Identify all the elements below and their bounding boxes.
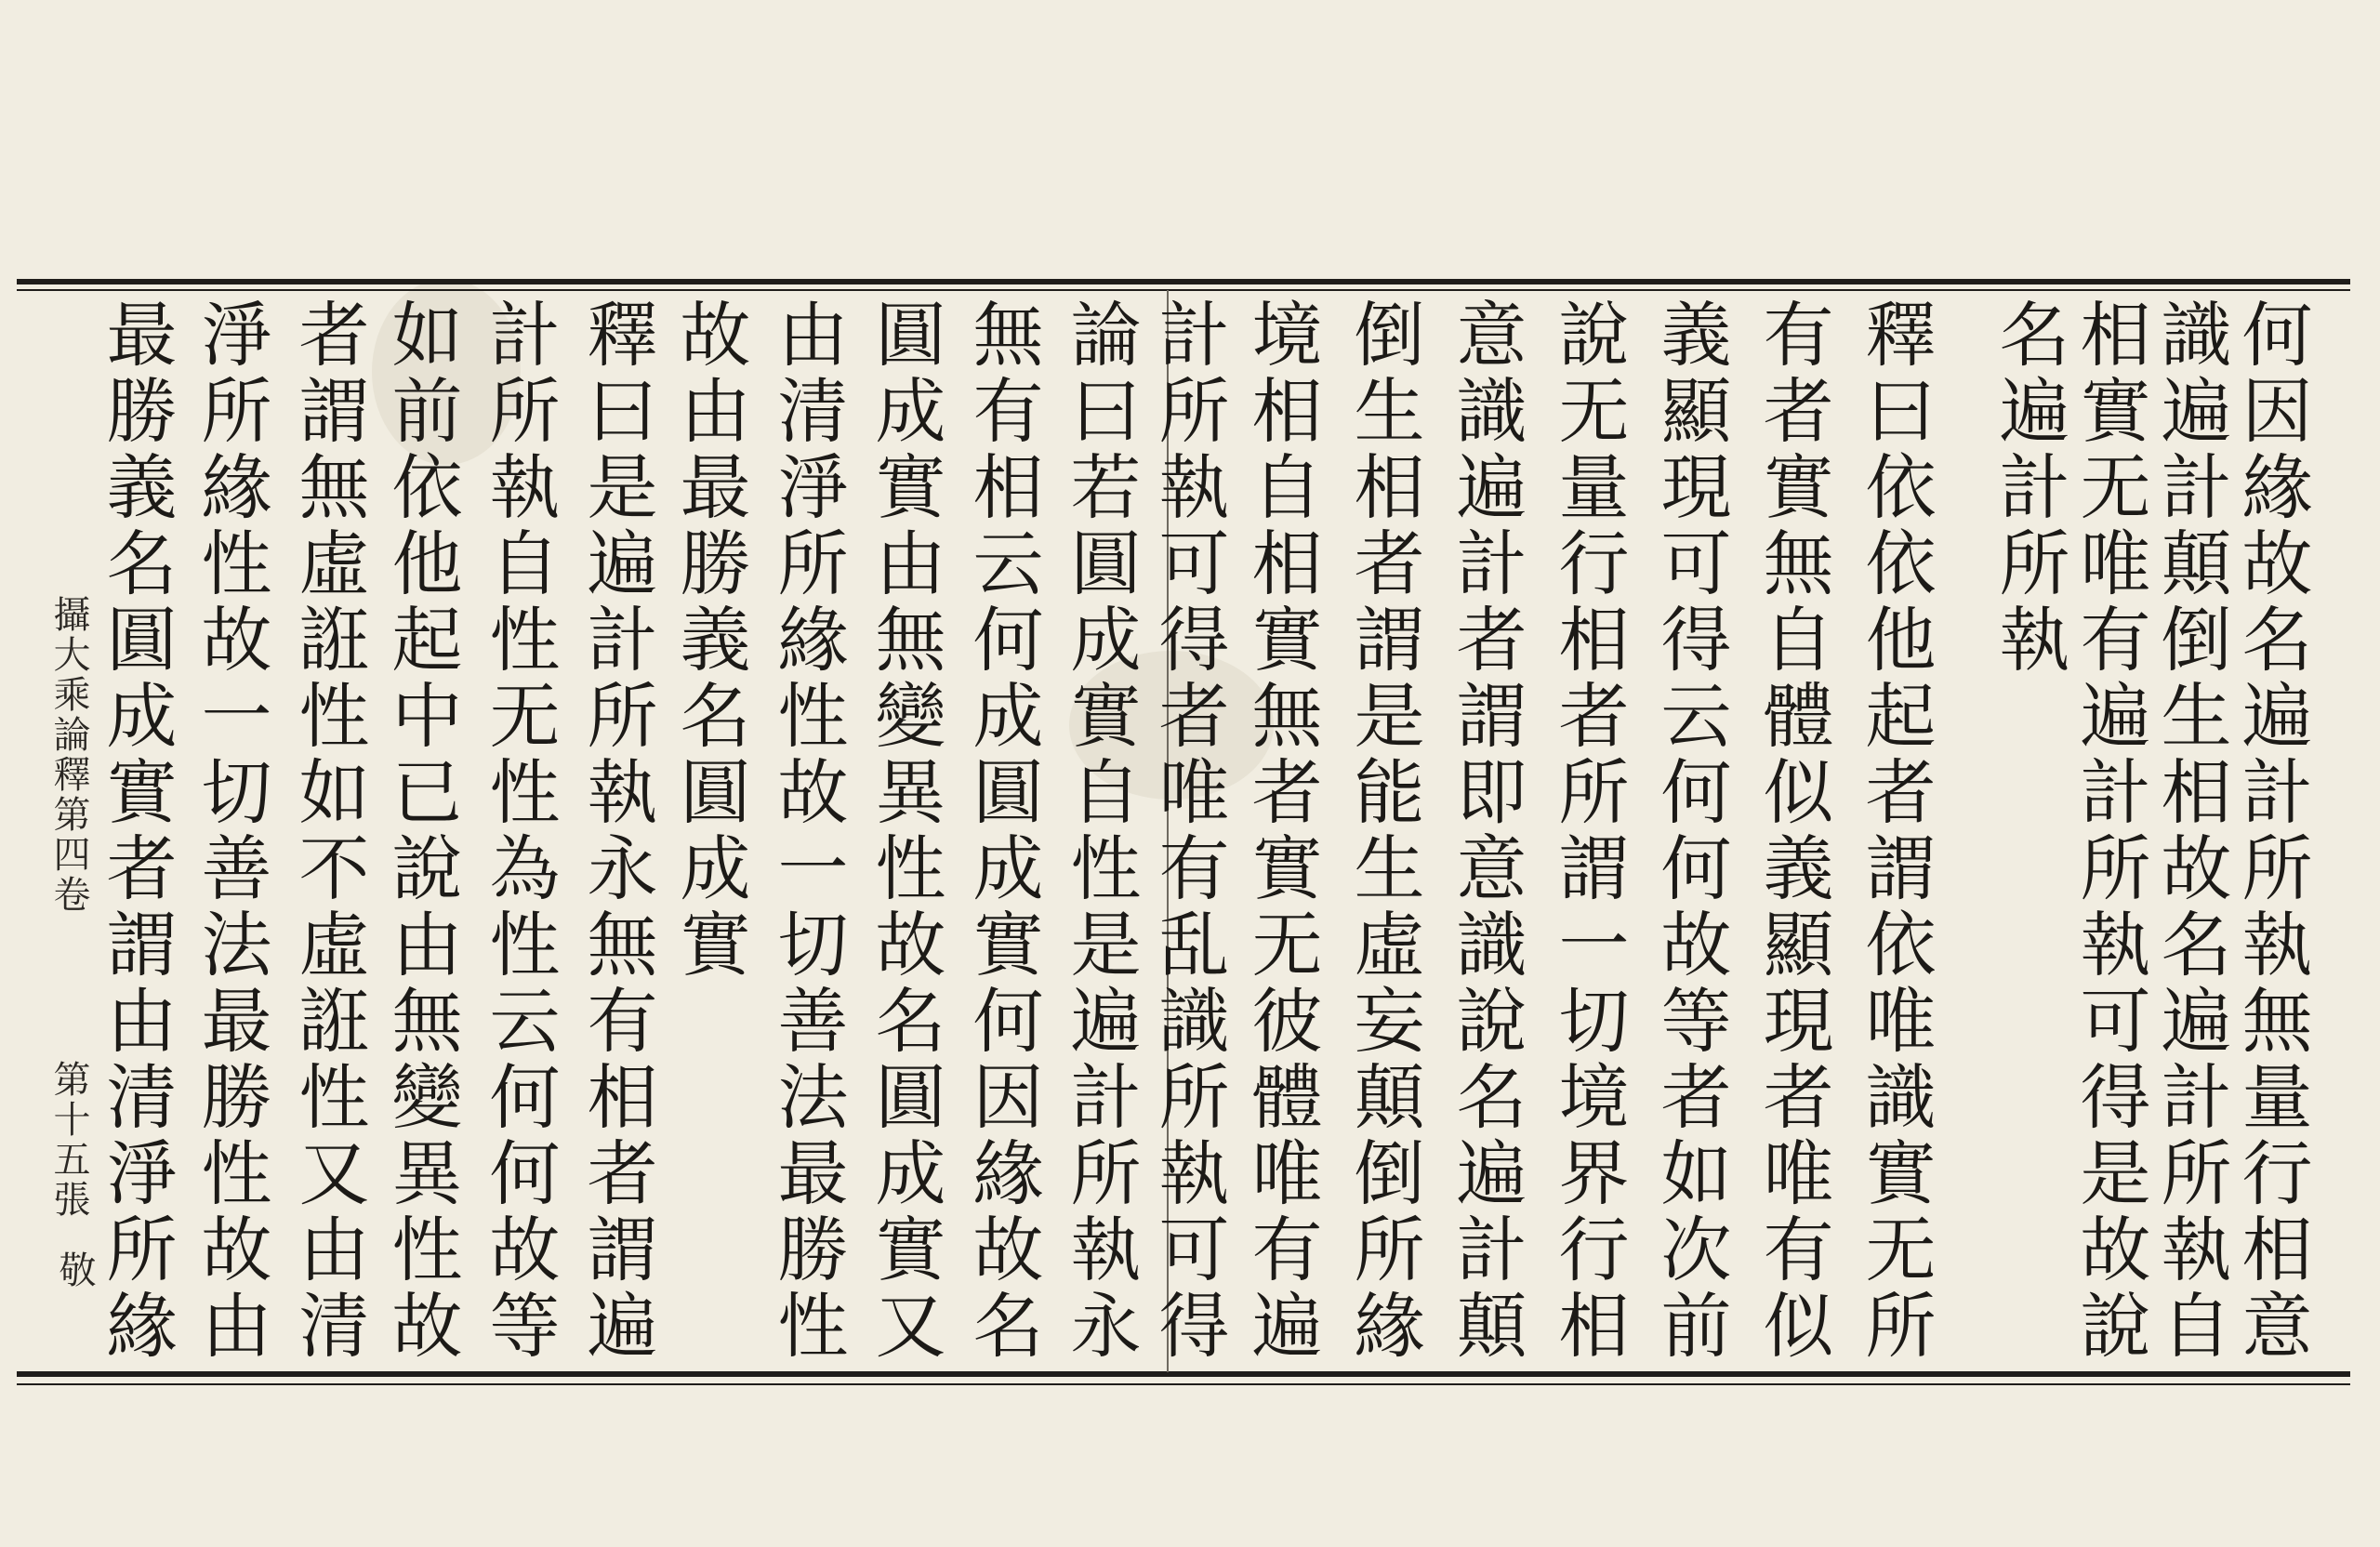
text-column: 最勝義名圓成實者謂由清淨所緣 <box>95 298 178 1365</box>
text-column: 有者實無自體似義顯現者唯有似 <box>1752 298 1834 1365</box>
text-column: 釋曰是遍計所執永無有相者謂遍 <box>575 298 658 1365</box>
text-column: 如前依他起中已說由無變異性故 <box>380 298 463 1365</box>
text-column: 義顯現可得云何何故等者如次前 <box>1649 298 1732 1365</box>
text-column: 故由最勝義名圓成實 <box>668 298 751 984</box>
frame-bottom-border <box>17 1371 2350 1377</box>
margin-page-number: 第十五張 <box>47 1060 90 1220</box>
text-column: 由清淨所緣性故一切善法最勝性 <box>766 298 849 1365</box>
text-column: 釋曰依依他起者謂依唯識實无所 <box>1854 298 1937 1365</box>
frame-top-border <box>17 279 2350 284</box>
text-column: 何因緣故名遍計所執無量行相意 <box>2230 298 2313 1365</box>
frame-top-border-inner <box>17 289 2350 291</box>
text-column: 說无量行相者所謂一切境界行相 <box>1547 298 1630 1365</box>
text-column: 識遍計顛倒生相故名遍計所執自 <box>2149 298 2232 1365</box>
text-column: 無有相云何成圓成實何因緣故名 <box>961 298 1044 1365</box>
text-column: 淨所緣性故一切善法最勝性故由 <box>190 298 272 1365</box>
text-column: 圓成實由無變異性故名圓成實又 <box>864 298 946 1365</box>
margin-book-title: 攝大乘論釋第四卷 <box>47 595 90 915</box>
text-column: 者謂無虛誑性如不虛誑性又由清 <box>287 298 370 1365</box>
text-column: 倒生相者謂是能生虛妄顛倒所緣 <box>1342 298 1425 1365</box>
text-column: 意識遍計者謂即意識說名遍計顛 <box>1445 298 1527 1365</box>
text-column: 名遍計所執 <box>1988 298 2070 679</box>
text-column: 論曰若圓成實自性是遍計所執永 <box>1059 298 1142 1365</box>
text-column: 境相自相實無者實无彼體唯有遍 <box>1240 298 1323 1365</box>
text-column: 相實无唯有遍計所執可得是故說 <box>2069 298 2151 1365</box>
margin-carver-mark: 敬 <box>53 1250 96 1290</box>
text-column: 計所執自性无性為性云何何故等 <box>478 298 561 1365</box>
frame-bottom-border-inner <box>17 1383 2350 1385</box>
text-column: 計所執可得者唯有乱識所執可得 <box>1147 298 1230 1365</box>
